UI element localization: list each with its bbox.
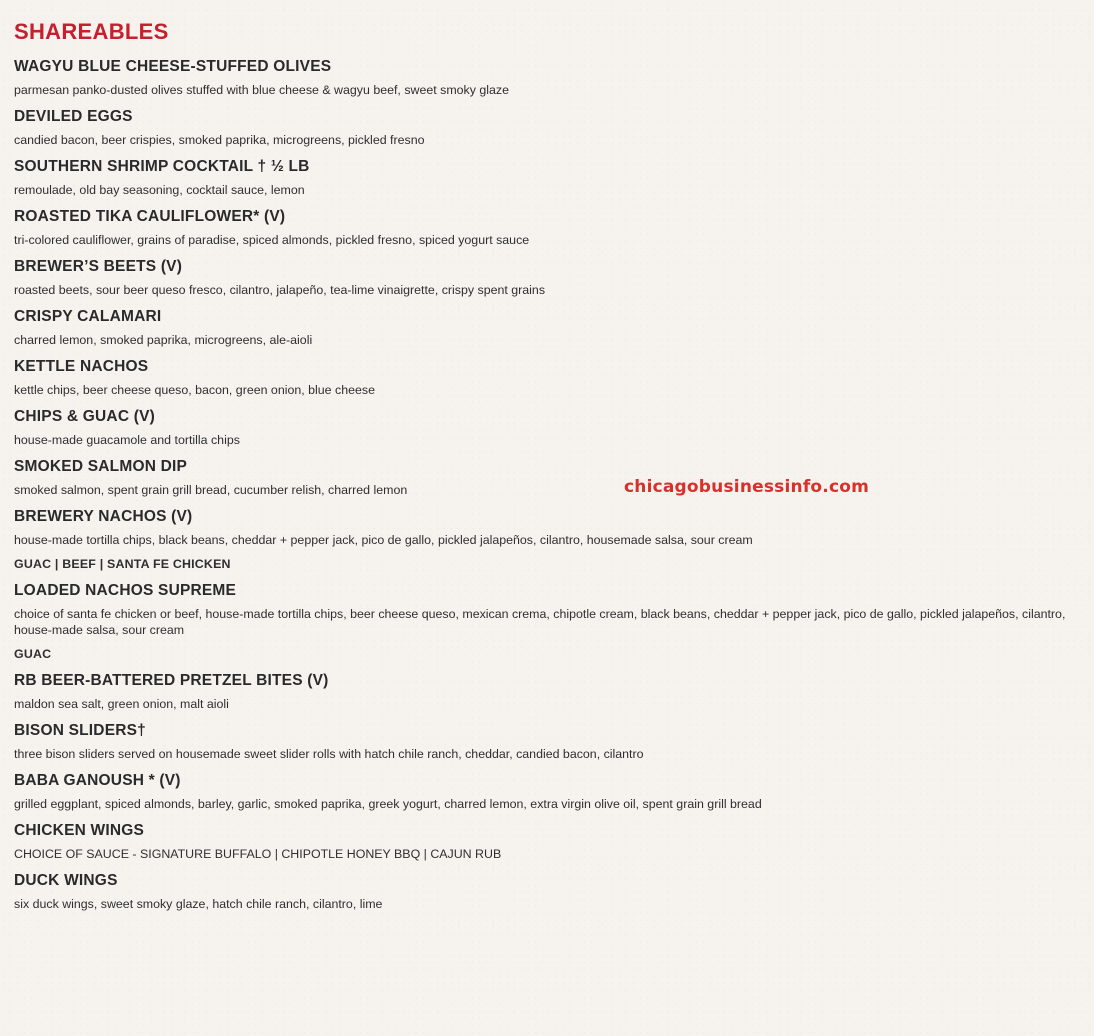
menu-item-description: three bison sliders served on housemade sweet slider rolls with hatch chile ranch, cheddar, candied bacon, cilantro	[14, 747, 644, 761]
menu-item-description: maldon sea salt, green onion, malt aioli	[14, 697, 229, 711]
menu-item-description: charred lemon, smoked paprika, microgreens, ale-aioli	[14, 333, 313, 347]
watermark: chicagobusinessinfo.com	[624, 477, 870, 497]
menu-item-name: SOUTHERN SHRIMP COCKTAIL † ½ LB	[14, 158, 310, 175]
menu-item	[14, 581, 1089, 662]
menu-item-description: house-made tortilla chips, black beans, cheddar + pepper jack, pico de gallo, pickled jalapeños, cilantro, housemade salsa, sour cream	[14, 533, 753, 547]
menu-item-description: house-made guacamole and tortilla chips	[14, 433, 240, 447]
menu-item	[14, 257, 1089, 298]
menu-item-name: ROASTED TIKA CAULIFLOWER* (V)	[14, 208, 286, 225]
menu-item-description: CHOICE OF SAUCE - SIGNATURE BUFFALO | CHIPOTLE HONEY BBQ | CAJUN RUB	[14, 847, 502, 861]
menu-item	[14, 507, 1089, 572]
menu-item	[14, 671, 1089, 712]
menu-item-description: parmesan panko-dusted olives stuffed with blue cheese & wagyu beef, sweet smoky glaze	[14, 83, 509, 97]
menu-item-description: six duck wings, sweet smoky glaze, hatch chile ranch, cilantro, lime	[14, 897, 383, 911]
menu-item-name: RB BEER-BATTERED PRETZEL BITES (V)	[14, 672, 329, 689]
menu-item-name: LOADED NACHOS SUPREME	[14, 582, 237, 599]
menu-item	[14, 721, 1089, 762]
menu-item	[14, 307, 1089, 348]
menu-item-name: CHIPS & GUAC (V)	[14, 408, 155, 425]
menu-item-name: BREWERY NACHOS (V)	[14, 508, 193, 525]
menu-item	[14, 357, 1089, 398]
menu-item-name: CRISPY CALAMARI	[14, 308, 162, 325]
menu-item-name: SMOKED SALMON DIP	[14, 458, 188, 475]
menu-section	[14, 18, 1089, 921]
menu-item-description: kettle chips, beer cheese queso, bacon, green onion, blue cheese	[14, 383, 375, 397]
menu-item-description: roasted beets, sour beer queso fresco, cilantro, jalapeño, tea-lime vinaigrette, crispy spent grains	[14, 283, 546, 297]
menu-item-name: CHICKEN WINGS	[14, 822, 145, 839]
menu-item-name: WAGYU BLUE CHEESE-STUFFED OLIVES	[14, 58, 332, 75]
menu-item-list	[14, 57, 1089, 912]
menu-item	[14, 457, 1089, 498]
menu-item-options: GUAC | BEEF | SANTA FE CHICKEN	[14, 557, 231, 571]
menu-item-description: choice of santa fe chicken or beef, house-made tortilla chips, beer cheese queso, mexican crema, chipotle cream, black beans, cheddar + pepper jack, pico de gallo, pickled jalapeños, cilantro, house-made salsa, sour cream	[14, 607, 1066, 637]
menu-item	[14, 771, 1089, 812]
menu-item	[14, 57, 1089, 98]
menu-item-description: candied bacon, beer crispies, smoked paprika, microgreens, pickled fresno	[14, 133, 425, 147]
menu-item-description: grilled eggplant, spiced almonds, barley, garlic, smoked paprika, greek yogurt, charred lemon, extra virgin olive oil, spent grain grill bread	[14, 797, 762, 811]
menu-item	[14, 821, 1089, 862]
menu-item	[14, 207, 1089, 248]
menu-item-name: KETTLE NACHOS	[14, 358, 149, 375]
menu-item-name: BABA GANOUSH * (V)	[14, 772, 181, 789]
section-title: SHAREABLES	[14, 19, 169, 44]
menu-item-name: DUCK WINGS	[14, 872, 118, 889]
menu-item-description: smoked salmon, spent grain grill bread, cucumber relish, charred lemon	[14, 483, 408, 497]
menu-item-name: BISON SLIDERS†	[14, 722, 146, 739]
menu-item-options: GUAC	[14, 647, 52, 661]
menu-item-description: remoulade, old bay seasoning, cocktail sauce, lemon	[14, 183, 305, 197]
menu-item-name: BREWER’S BEETS (V)	[14, 258, 183, 275]
menu-item-description: tri-colored cauliflower, grains of paradise, spiced almonds, pickled fresno, spiced yogurt sauce	[14, 233, 530, 247]
menu-item-name: DEVILED EGGS	[14, 108, 133, 125]
menu-item	[14, 107, 1089, 148]
menu-item	[14, 871, 1089, 912]
menu-item	[14, 157, 1089, 198]
menu-item	[14, 407, 1089, 448]
